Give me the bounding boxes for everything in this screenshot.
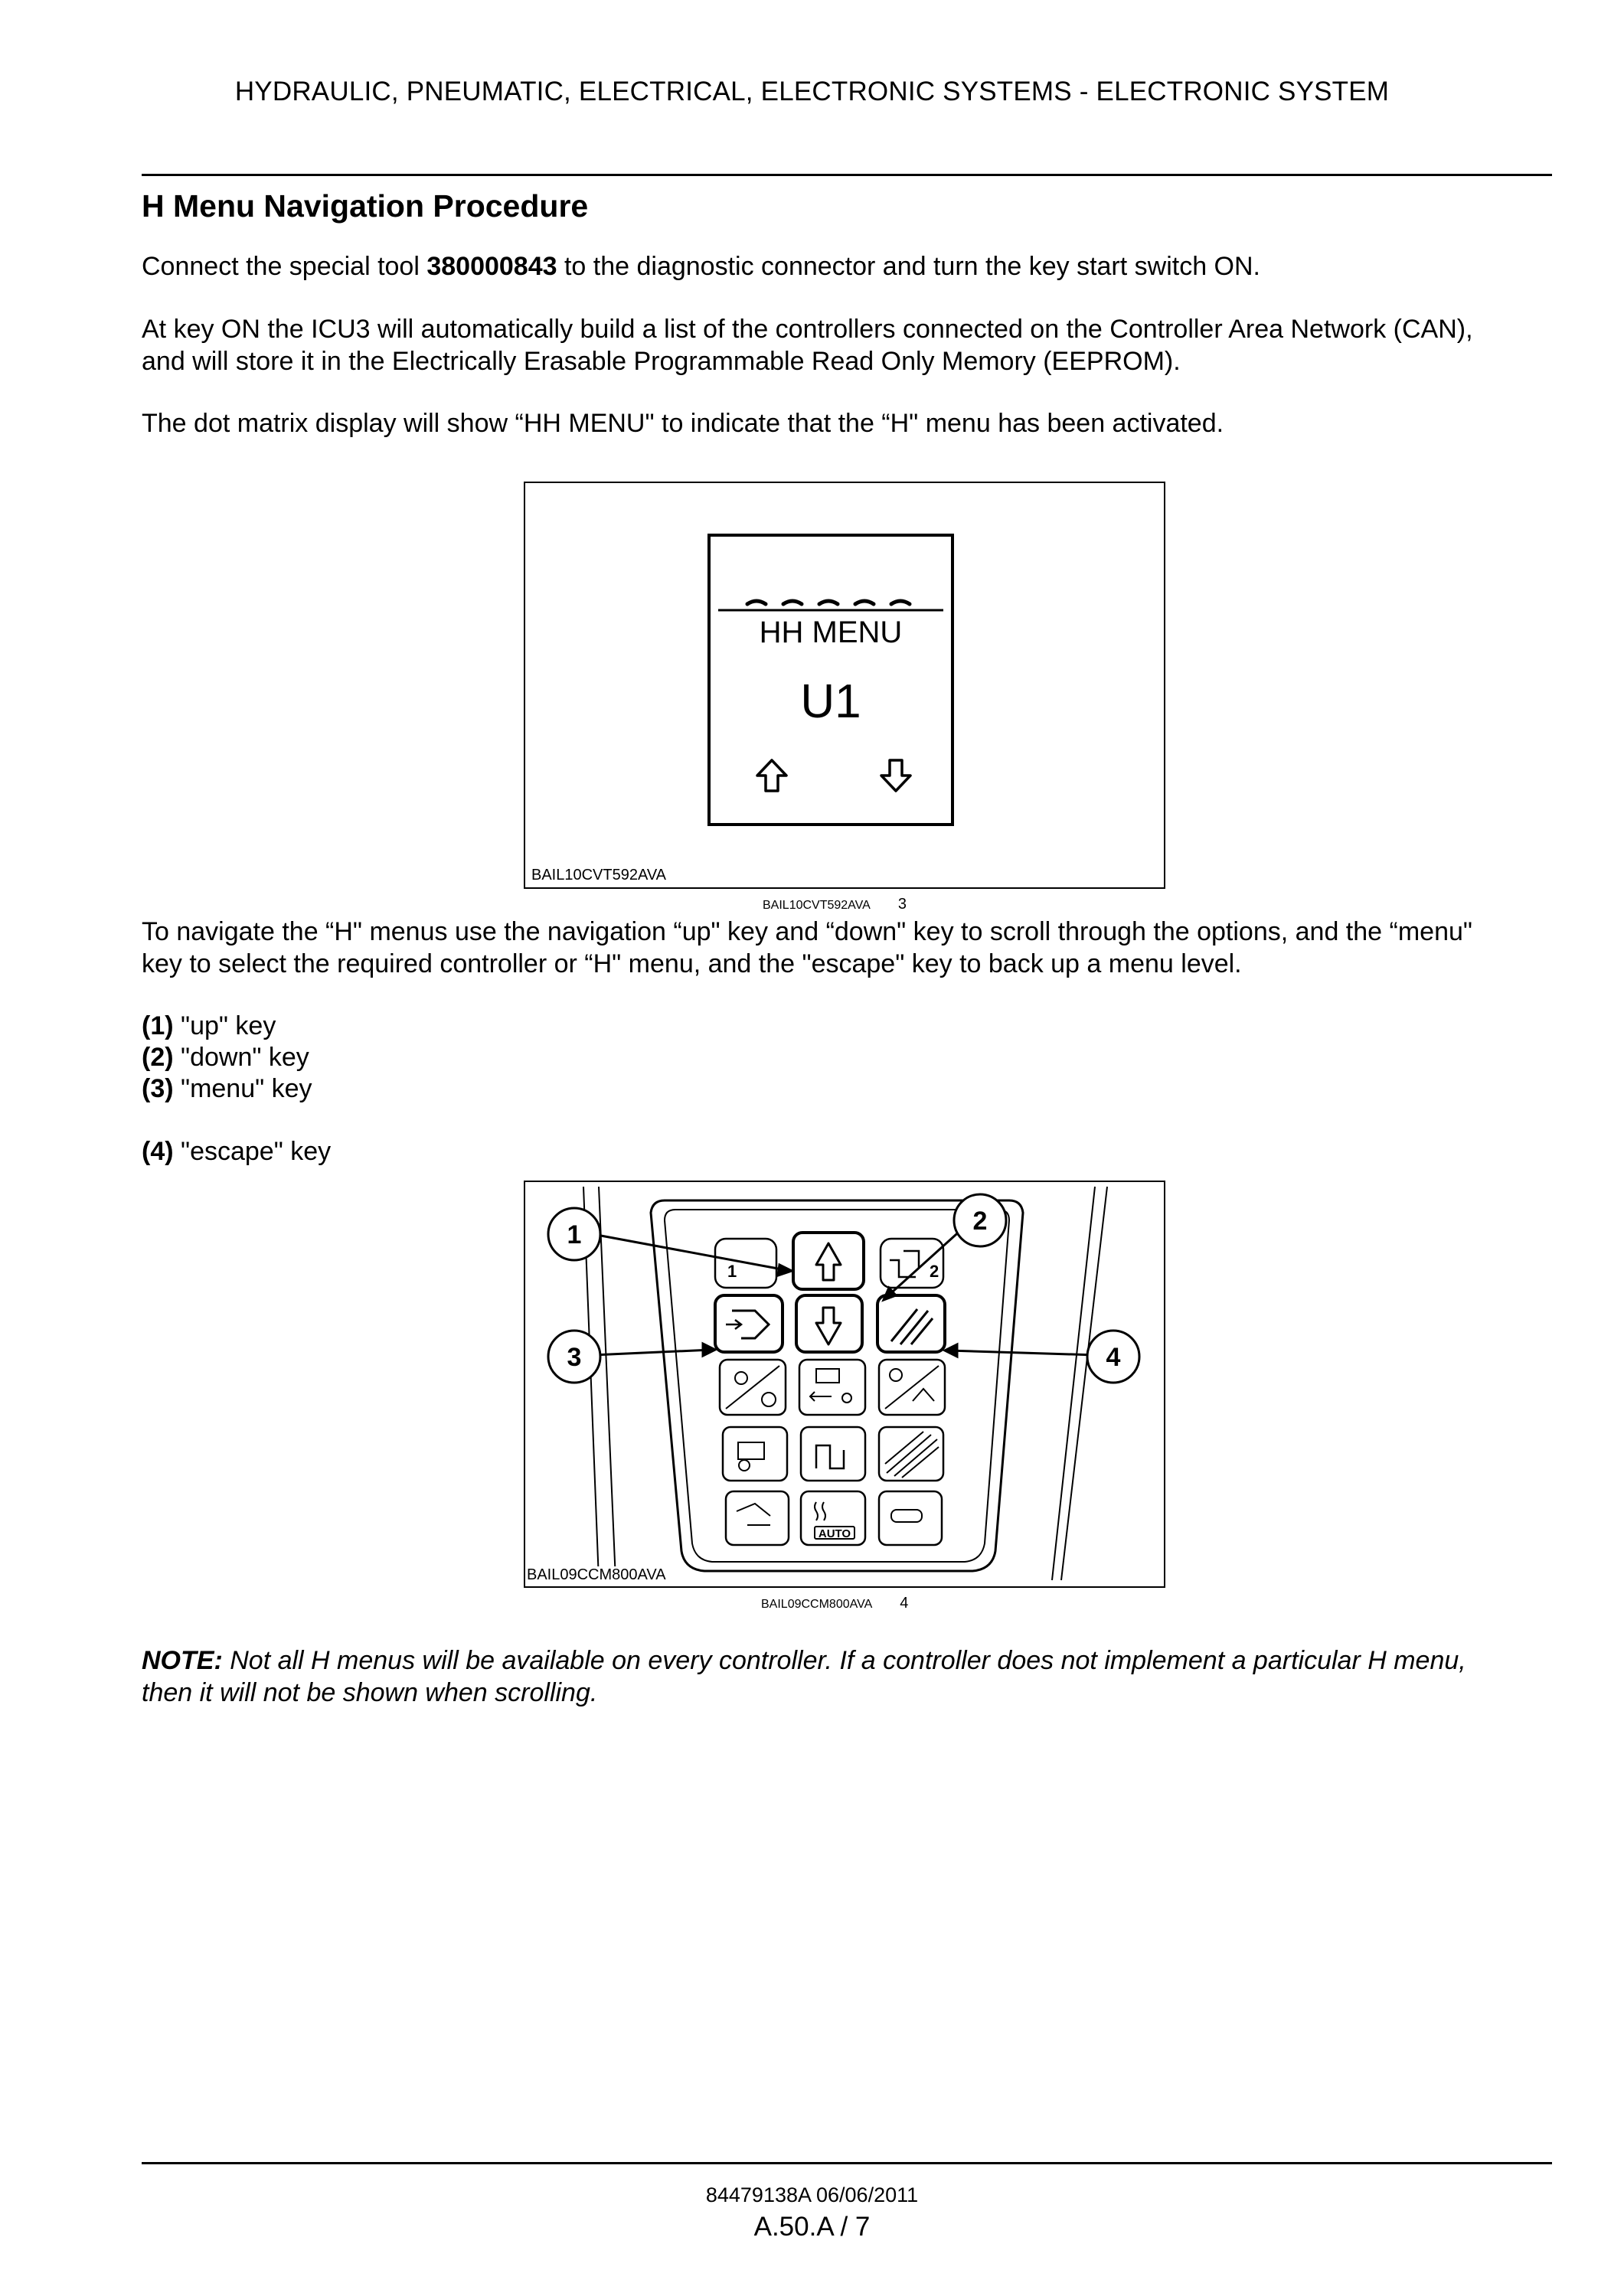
callout-3: 3 (567, 1343, 582, 1372)
header-rule (142, 174, 1552, 176)
key-number-3: (3) (142, 1074, 174, 1103)
figure4-tag: BAIL09CCM800AVA (527, 1566, 666, 1583)
key-number-1: (1) (142, 1011, 174, 1040)
figure4-number: 4 (900, 1595, 909, 1612)
display-line-2: U1 (800, 675, 861, 728)
key-2-mark: 2 (930, 1262, 939, 1281)
special-tool-number: 380000843 (426, 252, 557, 281)
display-illustration (525, 483, 1164, 887)
callout-2: 2 (972, 1207, 988, 1236)
auto-label: AUTO (818, 1527, 851, 1540)
section-title: H Menu Navigation Procedure (142, 188, 589, 224)
key-label-escape: "escape" key (173, 1137, 332, 1166)
figure3-number: 3 (897, 896, 907, 913)
key-1-mark: 1 (727, 1262, 737, 1281)
para1-text-after: to the diagnostic connector and turn the key start switch ON. (557, 252, 1260, 281)
figure-keypad (524, 1181, 1165, 1588)
paragraph-key-on (142, 313, 1552, 377)
key-item-down (142, 1041, 309, 1073)
figure4-caption-code: BAIL09CCM800AVA (761, 1598, 873, 1611)
figure-display (524, 482, 1165, 889)
key-item-up (142, 1010, 276, 1042)
keypad-function-keys (720, 1360, 945, 1545)
key-label-down: "down" key (173, 1043, 309, 1072)
callout-4: 4 (1106, 1343, 1121, 1372)
para1-text-before: Connect the special tool (142, 252, 427, 281)
para2-line2: and will store it in the Electrically Erasable Programmable Read Only Memory (EEPROM). (142, 347, 1181, 376)
footer-page-number: A.50.A / 7 (753, 2212, 871, 2242)
key-item-menu (142, 1073, 312, 1105)
key-label-menu: "menu" key (173, 1074, 312, 1103)
note (142, 1644, 1552, 1709)
paragraph-display: The dot matrix display will show “HH MENU" to indicate that the “H" menu has been activated. (142, 409, 1224, 438)
callout-1: 1 (567, 1220, 582, 1249)
keypad-illustration (525, 1182, 1164, 1586)
key-label-up: "up" key (173, 1011, 276, 1040)
para4-line1: To navigate the “H" menus use the navigation “up" key and “down" key to scroll through the options, and the “menu" (142, 917, 1472, 946)
key-item-escape (142, 1135, 331, 1168)
keypad-row-2 (715, 1295, 945, 1352)
paragraph-connect-tool (142, 250, 1552, 283)
note-text-1: Not all H menus will be available on every controller. If a controller does not implement a particular H menu, (222, 1646, 1466, 1675)
para4-line2: key to select the required controller or “H" menu, and the "escape" key to back up a menu level. (142, 949, 1242, 978)
footer-rule (142, 2162, 1552, 2164)
footer-doc-code: 84479138A 06/06/2011 (705, 2183, 919, 2206)
note-line2: then it will not be shown when scrolling. (142, 1678, 598, 1707)
figure3-tag: BAIL10CVT592AVA (531, 867, 667, 883)
paragraph-navigation (142, 916, 1552, 980)
figure3-caption-code: BAIL10CVT592AVA (763, 899, 871, 912)
note-label: NOTE: (142, 1646, 223, 1675)
note-line1 (142, 1644, 1552, 1677)
para2-line1: At key ON the ICU3 will automatically build a list of the controllers connected on the Controller Area Network (CAN), (142, 315, 1473, 344)
keypad-row-1 (715, 1233, 943, 1289)
display-line-1: HH MENU (759, 616, 903, 649)
figure4-caption (761, 1595, 908, 1612)
figure3-caption (763, 896, 907, 913)
key-number-4: (4) (142, 1137, 174, 1166)
running-header: HYDRAULIC, PNEUMATIC, ELECTRICAL, ELECTRONIC SYSTEMS - ELECTRONIC SYSTEM (234, 77, 1390, 106)
key-number-2: (2) (142, 1043, 174, 1072)
